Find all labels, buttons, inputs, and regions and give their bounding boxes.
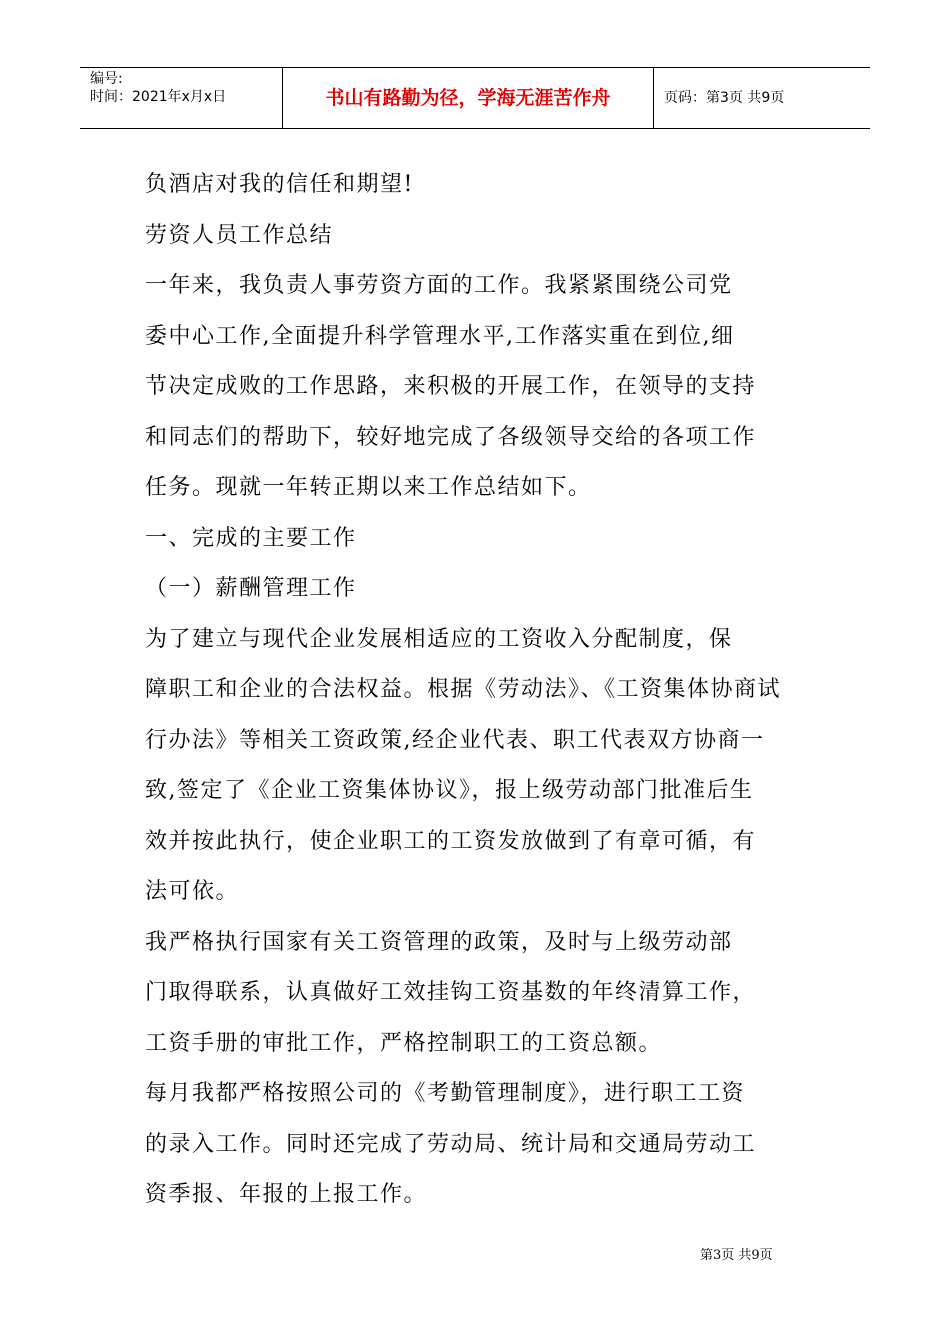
time-label: 时间：2021年x月x日	[90, 89, 227, 105]
text-line: 行办法》等相关工资政策,经企业代表、职工代表双方协商一	[145, 727, 765, 753]
text-line: 障职工和企业的合法权益。根据《劳动法》、《工资集体协商试	[145, 677, 782, 702]
heading-main-work: 一、完成的主要工作	[145, 525, 357, 551]
text-line: 法可依。	[145, 879, 240, 904]
text-line: 一年来，我负责人事劳资方面的工作。我紧紧围绕公司党	[145, 273, 733, 298]
text-line: 效并按此执行，使企业职工的工资发放做到了有章可循，有	[145, 828, 757, 854]
text-line: 工资手册的审批工作，严格控制职工的工资总额。	[145, 1030, 663, 1056]
text-line: 门取得联系，认真做好工效挂钩工资基数的年终清算工作，	[145, 980, 757, 1005]
document-header	[80, 67, 870, 129]
text-line: 每月我都严格按照公司的《考勤管理制度》，进行职工工资	[145, 1081, 746, 1106]
text-line: 委中心工作,全面提升科学管理水平,工作落实重在到位,细	[145, 323, 735, 349]
header-meta	[80, 68, 282, 128]
text-line: 节决定成败的工作思路，来积极的开展工作，在领导的支持	[145, 374, 757, 399]
text-line: 我严格执行国家有关工资管理的政策，及时与上级劳动部	[145, 929, 733, 955]
text-line: 的录入工作。同时还完成了劳动局、统计局和交通局劳动工	[145, 1131, 757, 1157]
text-line: 为了建立与现代企业发展相适应的工资收入分配制度，保	[145, 626, 733, 652]
heading-salary-management: （一）薪酬管理工作	[145, 576, 357, 601]
text-line: 资季报、年报的上报工作。	[145, 1182, 428, 1207]
number-label: 编号:	[90, 71, 123, 87]
text-line: 和同志们的帮助下，较好地完成了各级领导交给的各项工作	[145, 424, 757, 450]
text-line: 致,签定了《企业工资集体协议》，报上级劳动部门批准后生	[145, 778, 754, 803]
header-page-label: 页码：第3页 共9页	[664, 90, 785, 106]
page-footer: 第3页 共9页	[700, 1248, 773, 1263]
header-motto: 书山有路勤为径，学海无涯苦作舟	[282, 68, 654, 128]
text-line: 任务。现就一年转正期以来工作总结如下。	[145, 475, 592, 500]
text-line: 负酒店对我的信任和期望!	[145, 172, 414, 197]
section-title: 劳资人员工作总结	[145, 222, 334, 248]
document-body	[145, 160, 807, 1221]
